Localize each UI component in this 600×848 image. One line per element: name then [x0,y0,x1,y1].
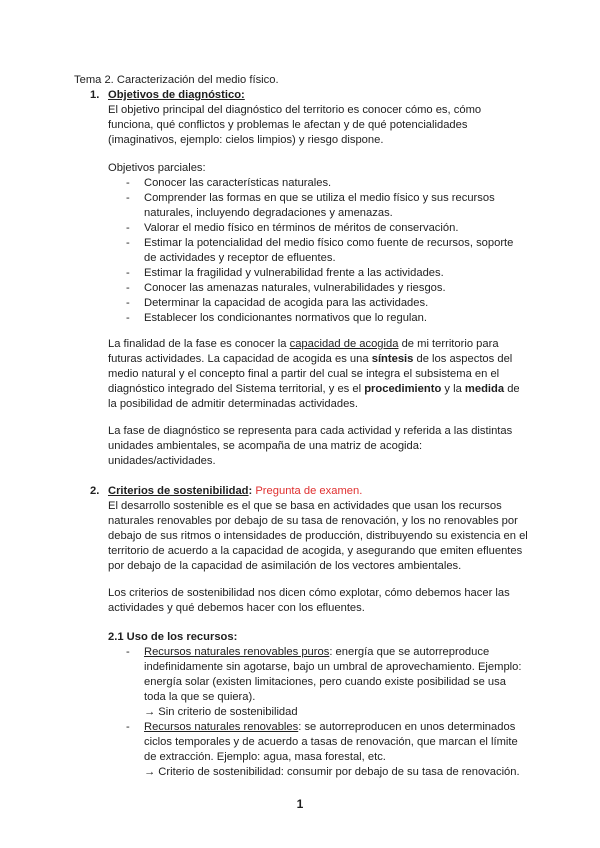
resource-criterion: → Criterio de sostenibilidad: consumir por debajo de su tasa de renovación. [144,766,520,778]
list-item: - Conocer las características naturales. [126,176,526,191]
list-item: - Conocer las amenazas naturales, vulnerabilidades y riesgos. [126,281,526,296]
section-2-title: Criterios de sostenibilidad [108,485,249,497]
resource-text: : energía que se autorreproduce indefinidamente sin agotarse, bajo un umbral de aprovechamiento. Ejemplo: energía solar (existen limitaciones, pero cuando existe posibilidad se usa toda la que se quiera). [144,646,522,703]
resource-term: Recursos naturales renovables [144,721,299,733]
list-item: - Comprender las formas en que se utiliza el medio físico y sus recursos naturales, incluyendo degradaciones y amenazas. [126,191,526,221]
heading-colon: : [248,485,253,497]
partial-objectives-label: Objetivos parciales: [108,162,206,174]
sintesis-term: síntesis [371,353,414,365]
section-1-paragraph-2 [108,337,528,412]
procedimiento-term: procedimiento [364,383,442,395]
section-2-heading [90,484,362,499]
section-1-paragraph-3: La fase de diagnóstico se representa para cada actividad y referida a las distintas unidades ambientales, se acompaña de una matriz de acogida: unidades/actividades. [108,425,513,467]
section-2-number: 2. [90,485,100,497]
list-item: - Valorar el medio físico en términos de méritos de conservación. [126,221,526,236]
section-1-number: 1. [90,89,100,101]
document-title: Tema 2. Caracterización del medio físico. [74,74,279,86]
list-item: - Estimar la potencialidad del medio físico como fuente de recursos, soporte de actividades y receptor de efluentes. [126,236,526,266]
capacidad-de-acogida-term: capacidad de acogida [289,338,399,350]
list-item: - Establecer los condicionantes normativos que lo regulan. [126,311,526,326]
text-run: de la posibilidad de admitir determinadas actividades. [108,383,520,410]
section-1-heading [90,88,245,103]
medida-term: medida [464,383,505,395]
page-number: 1 [296,797,304,811]
resource-criterion: → Sin criterio de sostenibilidad [144,706,298,718]
resource-term: Recursos naturales renovables puros [144,646,330,658]
text-run: de mi territorio para futuras actividades. La capacidad de acogida es una [108,338,499,365]
resources-list [126,645,526,780]
list-item: - Estimar la fragilidad y vulnerabilidad frente a las actividades. [126,266,526,281]
section-1-intro: El objetivo principal del diagnóstico del territorio es conocer cómo es, cómo funciona, qué conflictos y problemas le afectan y de qué potencialidades (imaginativos, ejemplo: cielos limpios) y riesgo dispone. [108,104,482,146]
partial-objectives-list [126,176,526,326]
text-run: La finalidad de la fase es conocer la [108,338,290,350]
exam-note: Pregunta de examen. [255,485,363,497]
section-2-paragraph-2: Los criterios de sostenibilidad nos dicen cómo explotar, cómo debemos hacer las actividades y qué debemos hacer con los efluentes. [108,587,510,614]
list-item [126,720,526,780]
resource-text: : se autorreproducen en unos determinados ciclos temporales y de acuerdo a tasas de renovación, que marcan el límite de extracción. Ejemplo: agua, masa forestal, etc. [144,721,518,763]
list-item: - Determinar la capacidad de acogida para las actividades. [126,296,526,311]
text-run: y la [441,383,465,395]
subsection-heading: 2.1 Uso de los recursos: [108,631,238,643]
text-run: de los aspectos del medio natural y el concepto final a partir del cual se integra el subsistema en el diagnóstico integrado del Sistema territorial, y es el [108,353,513,395]
section-2-paragraph-1: El desarrollo sostenible es el que se basa en actividades que usan los recursos naturales renovables por debajo de su tasa de renovación, y los no renovables por debajo de sus ritmos o intensidades de producción, distribuyendo su existencia en el territorio de acuerdo a la capacidad de acogida, y asegurando que emiten efluentes por debajo de la capacidad de asimilación de los vectores ambientales. [108,500,528,572]
list-item [126,645,526,720]
section-1-title: Objetivos de diagnóstico: [108,89,245,101]
